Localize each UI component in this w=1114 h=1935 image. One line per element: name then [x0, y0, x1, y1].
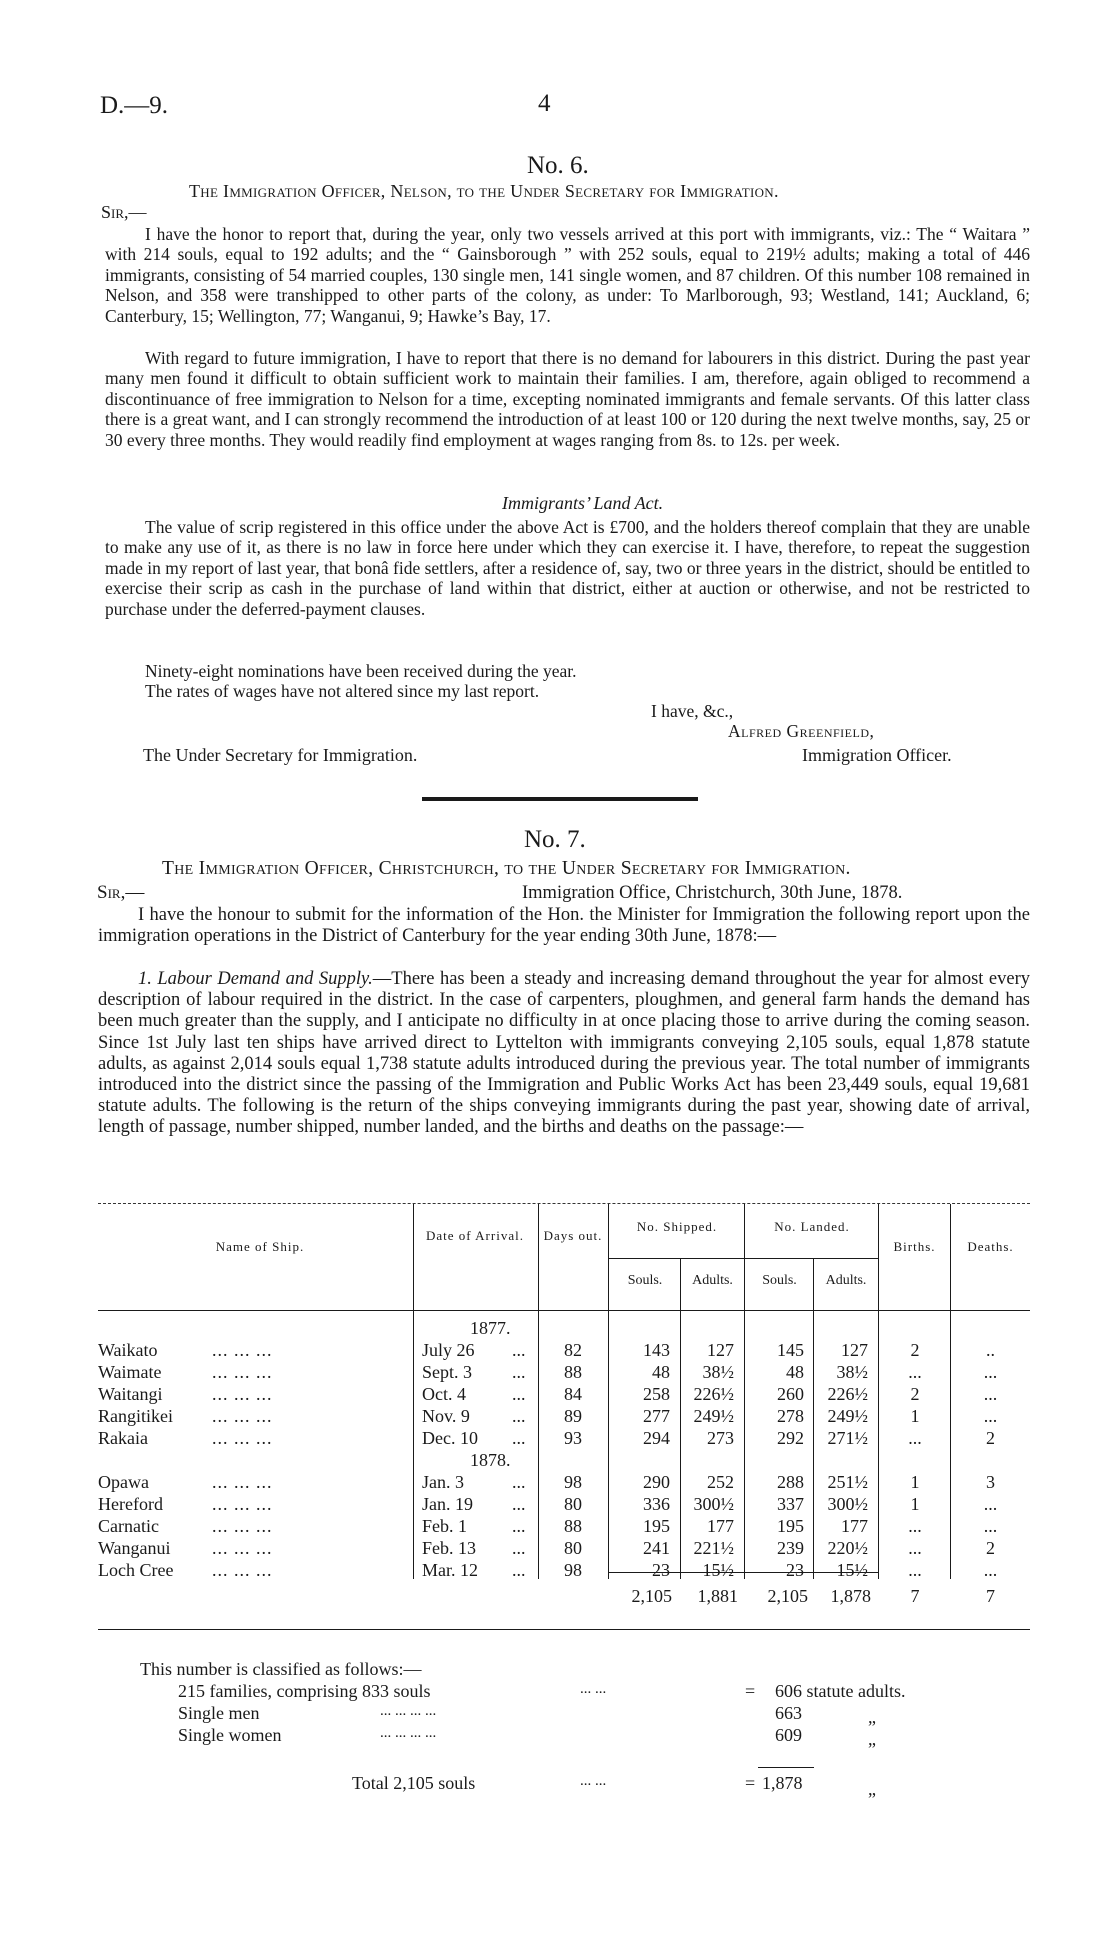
- ship-name: Carnatic: [98, 1516, 159, 1536]
- date-leader: ...: [512, 1428, 526, 1448]
- ditto-mark: „: [868, 1707, 876, 1727]
- ship-name: Rangitikei: [98, 1406, 173, 1426]
- date-leader: ...: [512, 1516, 526, 1536]
- classification-label: Single women: [178, 1725, 282, 1745]
- births-value: ...: [908, 1560, 922, 1580]
- shipped-souls: 258: [643, 1384, 670, 1404]
- landed-souls: 48: [786, 1362, 804, 1382]
- deaths-value: ...: [983, 1406, 998, 1426]
- letter-7-salutation: Sir,—: [97, 882, 145, 903]
- letter-6-signatory: Alfred Greenfield,: [728, 721, 875, 741]
- shipped-souls: 277: [643, 1406, 670, 1426]
- letter-7-paragraph-1: I have the honour to submit for the information of the Hon. the Minister for Immigration the following report upon the immigration operations in the District of Canterbury for the year ending 30th June, 1878:—: [98, 905, 1030, 947]
- letter-7-dateline: Immigration Office, Christchurch, 30th June, 1878.: [522, 883, 903, 903]
- year-label: 1878.: [470, 1450, 511, 1470]
- section-divider: [422, 797, 698, 801]
- letter-6-subtitle: The Immigration Officer, Nelson, to the Under Secretary for Immigration.: [189, 181, 779, 201]
- classification-total-value: 1,878: [762, 1773, 803, 1793]
- landed-souls: 195: [777, 1516, 804, 1536]
- ship-name: Wanganui: [98, 1538, 171, 1558]
- deaths-value: ...: [983, 1494, 998, 1514]
- total-landed-adults: 1,878: [830, 1586, 871, 1606]
- ditto-mark: „: [868, 1729, 876, 1749]
- ship-name: Waitangi: [98, 1384, 163, 1404]
- landed-souls-header: Souls.: [762, 1273, 797, 1288]
- number-landed-header: No. Landed.: [774, 1219, 850, 1234]
- landed-souls: 239: [777, 1538, 804, 1558]
- arrival-date: Nov. 9: [422, 1406, 470, 1426]
- table-col-rule: [813, 1258, 814, 1579]
- landed-adults: 177: [841, 1516, 868, 1536]
- births-value: ...: [908, 1428, 922, 1448]
- shipped-souls: 23: [652, 1560, 670, 1580]
- days-out: 88: [564, 1516, 582, 1536]
- letter-6-paragraph-2: With regard to future immigration, I have to report that there is no demand for labourers in this district. During the past year many men found it difficult to obtain sufficient work to maintain their families. I am, therefore, again obliged to recommend a discontinuance of free immigration to Nelson for a time, excepting nominated immigrants and female servants. Of this latter class there is a great want, and I can strongly recommend the introduction of at least 100 or 120 during the next twelve months, say, 25 or 30 every three months. They would readily find employment at wages ranging from 8s. to 12s. per week.: [105, 348, 1030, 450]
- letter-6-paragraph-5: The rates of wages have not altered since my last report.: [145, 681, 540, 701]
- classification-leader: ... ... ... ...: [380, 1703, 437, 1719]
- table-bottom-rule: [98, 1629, 1030, 1630]
- landed-adults: 220½: [827, 1538, 868, 1558]
- classification-value: 663: [775, 1703, 802, 1723]
- date-leader: ...: [512, 1384, 526, 1404]
- letter-6-paragraph-3: The value of scrip registered in this office under the above Act is £700, and the holders thereof complain that they are unable to make any use of it, as there is no law in force here under which they can exercise it. I have, therefore, to repeat the suggestion made in my report of last year, that bonâ fide settlers, after a residence of, say, two or three years in the district, should be entitled to exercise their scrip as cash in the purchase of land within that district, either at auction or otherwise, and not be restricted to purchase under the deferred-payment clauses.: [105, 517, 1030, 619]
- land-act-heading: Immigrants’ Land Act.: [502, 493, 664, 513]
- arrival-date: Feb. 1: [422, 1516, 467, 1536]
- days-out-header: Days out.: [543, 1228, 603, 1243]
- shipped-souls: 290: [643, 1472, 670, 1492]
- arrival-date: Mar. 12: [422, 1560, 478, 1580]
- deaths-value: ...: [983, 1362, 998, 1382]
- table-col-rule: [538, 1204, 539, 1579]
- landed-adults: 271½: [827, 1428, 868, 1448]
- landed-adults-header: Adults.: [825, 1273, 867, 1288]
- date-leader: ...: [512, 1560, 526, 1580]
- deaths-value: ..: [986, 1340, 995, 1360]
- births-value: 2: [910, 1340, 920, 1360]
- classification-label: 215 families, comprising 833 souls: [178, 1681, 431, 1701]
- shipped-souls: 241: [643, 1538, 670, 1558]
- landed-souls: 337: [777, 1494, 804, 1514]
- births-value: 1: [910, 1494, 920, 1514]
- row-leader: ... ... ...: [212, 1538, 273, 1558]
- ship-name: Waikato: [98, 1340, 158, 1360]
- landed-adults: 15½: [836, 1560, 868, 1580]
- shipped-souls: 195: [643, 1516, 670, 1536]
- shipped-adults-header: Adults.: [692, 1273, 733, 1288]
- classification-label: Single men: [178, 1703, 260, 1723]
- date-leader: ...: [512, 1538, 526, 1558]
- shipped-souls: 143: [643, 1340, 670, 1360]
- landed-souls: 145: [777, 1340, 804, 1360]
- table-header-rule: [98, 1310, 1030, 1311]
- ship-name: Opawa: [98, 1472, 149, 1492]
- deaths-value: ...: [983, 1516, 998, 1536]
- letter-7-paragraph-2: [98, 969, 1030, 1139]
- row-leader: ... ... ...: [212, 1362, 273, 1382]
- deaths-value: ...: [983, 1560, 998, 1580]
- arrival-date: Oct. 4: [422, 1384, 466, 1404]
- total-shipped-adults: 1,881: [697, 1586, 738, 1606]
- shipped-souls: 336: [643, 1494, 670, 1514]
- letter-7-subtitle: The Immigration Officer, Christchurch, to the Under Secretary for Immigration.: [162, 858, 851, 879]
- landed-adults: 249½: [827, 1406, 868, 1426]
- ship-name: Rakaia: [98, 1428, 148, 1448]
- total-shipped-souls: 2,105: [631, 1586, 672, 1606]
- classification-equals: =: [745, 1681, 756, 1701]
- shipped-adults: 38½: [702, 1362, 734, 1382]
- shipped-adults: 273: [707, 1428, 734, 1448]
- classification-intro: This number is classified as follows:—: [140, 1659, 422, 1679]
- arrival-date: Dec. 10: [422, 1428, 478, 1448]
- arrival-date: Sept. 3: [422, 1362, 473, 1382]
- row-leader: ... ... ...: [212, 1472, 273, 1492]
- births-header: Births.: [893, 1239, 936, 1254]
- arrival-date: Feb. 13: [422, 1538, 476, 1558]
- shipped-adults: 221½: [693, 1538, 734, 1558]
- year-label: 1877.: [470, 1318, 511, 1338]
- arrival-date: Jan. 3: [422, 1472, 464, 1492]
- table-col-rule: [878, 1204, 879, 1579]
- date-leader: ...: [512, 1362, 526, 1382]
- shipped-adults: 249½: [693, 1406, 734, 1426]
- date-leader: ...: [512, 1472, 526, 1492]
- days-out: 89: [564, 1406, 582, 1426]
- deaths-header: Deaths.: [967, 1239, 1014, 1254]
- shipped-adults: 177: [707, 1516, 734, 1536]
- landed-souls: 292: [777, 1428, 804, 1448]
- landed-adults: 127: [841, 1340, 868, 1360]
- deaths-value: 2: [986, 1538, 995, 1558]
- ship-name-header: Name of Ship.: [215, 1239, 305, 1254]
- row-leader: ... ... ...: [212, 1516, 273, 1536]
- letter-6-paragraph-1: I have the honor to report that, during the year, only two vessels arrived at this port with immigrants, viz.: The “ Waitara ” with 214 souls, equal to 192 adults; and the “ Gainsborough ” with 252 souls, equal to 219½ adults; making a total of 446 immigrants, consisting of 54 married couples, 130 single men, 141 single women, and 87 children. Of this number 108 remained in Nelson, and 358 were transhipped to other parts of the colony, as under: To Marlborough, 93; Westland, 141; Auckland, 6; Canterbury, 15; Wellington, 77; Wanganui, 9; Hawke’s Bay, 17.: [105, 224, 1030, 326]
- labour-demand-heading: 1. Labour Demand and Supply.: [138, 969, 373, 989]
- days-out: 88: [564, 1362, 582, 1382]
- row-leader: ... ... ...: [212, 1494, 273, 1514]
- number-shipped-header: No. Shipped.: [636, 1219, 718, 1234]
- date-leader: ...: [512, 1494, 526, 1514]
- classification-value: 606 statute adults.: [775, 1681, 906, 1701]
- deaths-value: 2: [986, 1428, 995, 1448]
- date-leader: ...: [512, 1340, 526, 1360]
- births-value: ...: [908, 1516, 922, 1536]
- landed-souls: 288: [777, 1472, 804, 1492]
- shipped-adults: 252: [707, 1472, 734, 1492]
- letter-6-closing: I have, &c.,: [651, 701, 734, 721]
- landed-adults: 251½: [827, 1472, 868, 1492]
- shipped-souls: 48: [652, 1362, 670, 1382]
- births-value: 1: [910, 1406, 920, 1426]
- days-out: 82: [564, 1340, 582, 1360]
- days-out: 98: [564, 1472, 582, 1492]
- shipped-adults: 15½: [702, 1560, 734, 1580]
- row-leader: ... ... ...: [212, 1340, 273, 1360]
- landed-souls: 23: [786, 1560, 804, 1580]
- days-out: 80: [564, 1538, 582, 1558]
- arrival-date: Jan. 19: [422, 1494, 473, 1514]
- ship-name: Waimate: [98, 1362, 162, 1382]
- date-leader: ...: [512, 1406, 526, 1426]
- shipped-souls: 294: [643, 1428, 670, 1448]
- births-value: 2: [910, 1384, 920, 1404]
- row-leader: ... ... ...: [212, 1406, 273, 1426]
- landed-souls: 278: [777, 1406, 804, 1426]
- arrival-date: July 26: [422, 1340, 475, 1360]
- classification-leader: ... ...: [580, 1681, 607, 1697]
- document-reference: D.—9.: [100, 92, 169, 119]
- total-deaths: 7: [986, 1586, 995, 1606]
- classification-sum-rule: [758, 1767, 814, 1768]
- births-value: 1: [910, 1472, 920, 1492]
- shipped-adults: 300½: [693, 1494, 734, 1514]
- shipped-adults: 226½: [693, 1384, 734, 1404]
- days-out: 93: [564, 1428, 582, 1448]
- shipped-adults: 127: [707, 1340, 734, 1360]
- table-col-rule: [744, 1204, 745, 1579]
- landed-adults: 38½: [836, 1362, 868, 1382]
- landed-adults: 226½: [827, 1384, 868, 1404]
- classification-leader: ... ... ... ...: [380, 1725, 437, 1741]
- page-number: 4: [538, 90, 551, 117]
- letter-6-paragraph-4: Ninety-eight nominations have been received during the year.: [145, 661, 577, 681]
- landed-souls: 260: [777, 1384, 804, 1404]
- births-value: ...: [908, 1362, 922, 1382]
- letter-6-title: No. 6.: [527, 152, 589, 179]
- table-subheader-rule: [608, 1258, 878, 1259]
- classification-value: 609: [775, 1725, 802, 1745]
- shipped-souls-header: Souls.: [627, 1273, 663, 1288]
- ditto-mark: „: [868, 1779, 876, 1799]
- ship-name: Hereford: [98, 1494, 163, 1514]
- table-col-rule: [680, 1258, 681, 1579]
- arrival-date-header: Date of Arrival.: [426, 1228, 524, 1243]
- deaths-value: ...: [983, 1384, 998, 1404]
- days-out: 84: [564, 1384, 582, 1404]
- table-col-rule: [608, 1204, 609, 1579]
- row-leader: ... ... ...: [212, 1560, 273, 1580]
- labour-demand-text: —There has been a steady and increasing demand throughout the year for almost every description of labour required in the district. In the case of carpenters, ploughmen, and general farm hands the demand has been much greater than the supply, and I anticipate no difficulty in at once placing those to arrive during the coming season. Since 1st July last ten ships have arrived direct to Lyttelton with immigrants conveying 2,105 souls, equal 1,878 statute adults, as against 2,014 souls equal 1,738 statute adults introduced during the previous year. The total number of immigrants introduced into the district since the passing of the Immigration and Public Works Act has been 23,449 souls, equal 19,681 statute adults. The following is the return of the ships conveying immigrants during the past year, showing date of arrival, length of passage, number shipped, number landed, and the births and deaths on the passage:—: [98, 969, 1030, 1138]
- letter-7-title: No. 7.: [524, 826, 586, 853]
- landed-adults: 300½: [827, 1494, 868, 1514]
- letter-6-signatory-title: Immigration Officer.: [802, 745, 952, 765]
- row-leader: ... ... ...: [212, 1384, 273, 1404]
- days-out: 80: [564, 1494, 582, 1514]
- table-top-rule: [98, 1203, 1030, 1205]
- table-col-rule: [413, 1204, 414, 1579]
- total-landed-souls: 2,105: [767, 1586, 808, 1606]
- births-value: ...: [908, 1538, 922, 1558]
- classification-leader: ... ...: [580, 1773, 607, 1789]
- classification-total-label: Total 2,105 souls: [352, 1773, 476, 1793]
- classification-equals: =: [745, 1773, 756, 1793]
- deaths-value: 3: [986, 1472, 995, 1492]
- days-out: 98: [564, 1560, 582, 1580]
- ship-name: Loch Cree: [98, 1560, 174, 1580]
- row-leader: ... ... ...: [212, 1428, 273, 1448]
- letter-6-addressee: The Under Secretary for Immigration.: [143, 745, 418, 765]
- total-births: 7: [910, 1586, 920, 1606]
- letter-6-salutation: Sir,—: [101, 202, 147, 222]
